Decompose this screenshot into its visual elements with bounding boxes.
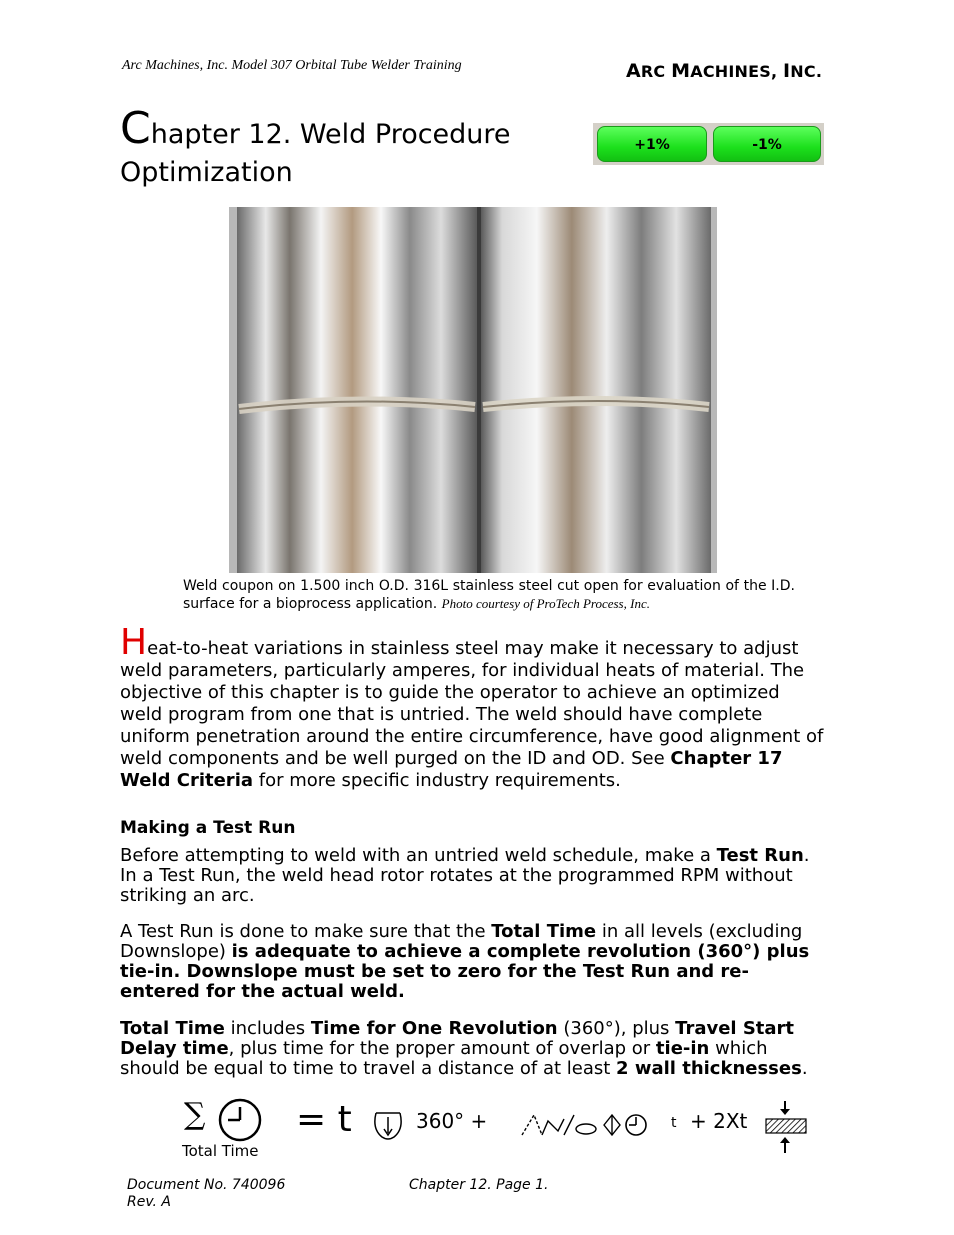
intro-paragraph: Heat-to-heat variations in stainless steel may make it necessary to adjust weld parameters, particularly amperes, for individual heats of material. The objective of this chapter is to guide the operator to achieve an optimized weld program from one that is untried. The weld should have complete uniform penetration around the entire circumference, have good alignment of weld components and be well purged on the ID and OD. See Chapter 17 Weld Criteria for more specific industry requirements. [120,622,824,791]
plus-2xt-text: + 2Xt [690,1109,748,1133]
photo-caption: Weld coupon on 1.500 inch O.D. 316L stainless steel cut open for evaluation of the I.D. surface for a bioprocess application. Photo courtesy of ProTech Process, Inc. [183,578,795,612]
drop-cap: H [120,622,148,663]
minus-one-percent-button[interactable]: -1% [713,126,821,162]
total-time-label: Total Time [182,1142,259,1160]
clock-icon [216,1097,268,1143]
rotation-icon [370,1107,406,1145]
wall-thickness-icon [764,1099,810,1157]
weld-coupon-photo [229,207,717,573]
equals-t: = t [296,1099,352,1140]
total-time-formula [180,1095,820,1165]
section-heading: Making a Test Run [120,818,296,838]
test-run-paragraph: Before attempting to weld with an untried weld schedule, make a Test Run. In a Test Run, the weld head rotor rotates at the programmed RPM without striking an arc. [120,845,810,906]
sigma-symbol: ∑ [184,1097,206,1132]
plus-one-percent-button[interactable]: +1% [597,126,707,162]
company-logo: ARC MACHINES, INC. [626,60,823,82]
photo-credit: Photo courtesy of ProTech Process, Inc. [441,596,650,611]
header-title: Arc Machines, Inc. Model 307 Orbital Tube Welder Training [122,58,462,73]
total-time-paragraph: A Test Run is done to make sure that the Total Time in all levels (excluding Downslope) is adequate to achieve a complete revolution (360°) plus tie-in. Downslope must be set to zero for the Test Run and re-entered for the actual weld. [120,921,810,1002]
total-time-definition-paragraph: Total Time includes Time for One Revolution (360°), plus Travel Start Delay time, plus time for the proper amount of overlap or tie-in which should be equal to time to travel a distance of at least 2 wall thicknesses. [120,1018,808,1079]
t-subscript: t [671,1115,677,1131]
travel-start-delay-icon [520,1111,660,1141]
chapter-title: Chapter 12. Weld Procedure Optimization [120,103,511,188]
footer-document-info: Document No. 740096 Rev. A [127,1177,286,1210]
adjust-button-bar [593,123,824,165]
degrees-text: 360° + [416,1109,488,1133]
chapter-17-reference: Chapter 17 Weld Criteria [120,748,783,791]
footer-page-number: Chapter 12. Page 1. [409,1177,549,1193]
